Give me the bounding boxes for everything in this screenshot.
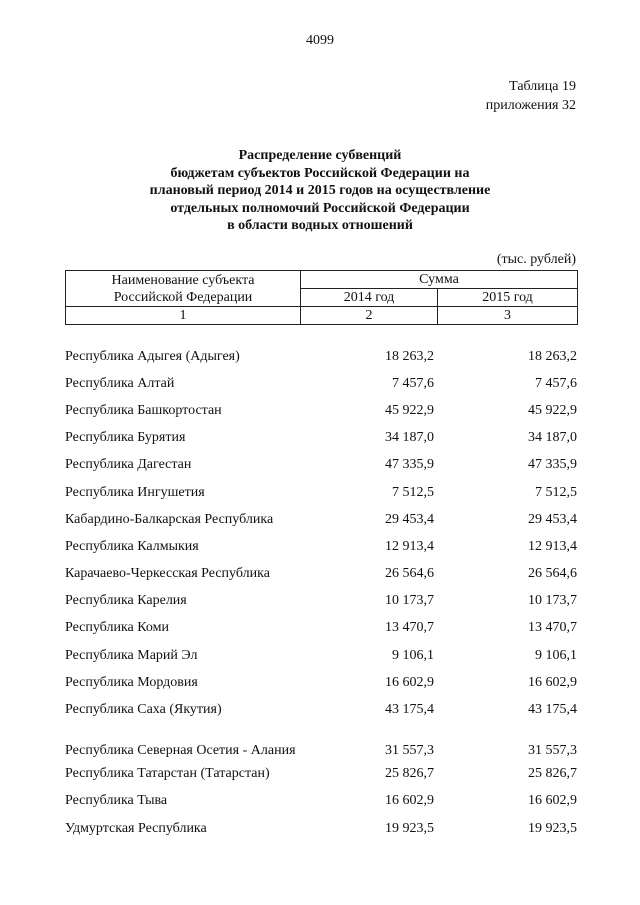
header-col-number-1: 1	[66, 307, 301, 325]
subject-name-cell: Республика Калмыкия	[65, 538, 199, 554]
page-number: 4099	[306, 33, 334, 48]
subject-name-cell: Республика Бурятия	[65, 430, 186, 446]
value-2014-cell: 10 173,7	[385, 593, 434, 609]
table-row	[65, 533, 577, 560]
subject-name-cell: Республика Карелия	[65, 593, 187, 609]
title-line: бюджетам субъектов Российской Федерации на	[170, 165, 470, 181]
table-row	[65, 788, 577, 815]
units-label: (тыс. рублей)	[496, 252, 576, 267]
value-2015-cell: 19 923,5	[528, 820, 577, 836]
value-2014-cell: 43 175,4	[385, 702, 434, 718]
value-2015-cell: 45 922,9	[528, 402, 577, 418]
value-2014-cell: 9 106,1	[392, 647, 434, 663]
value-2015-cell: 43 175,4	[528, 702, 577, 718]
table-row	[65, 343, 577, 370]
value-2015-cell: 16 602,9	[528, 674, 577, 690]
value-2015-cell: 12 913,4	[528, 538, 577, 554]
table-header	[65, 270, 578, 325]
subject-name-cell: Республика Коми	[65, 620, 169, 636]
value-2014-cell: 18 263,2	[385, 348, 434, 364]
header-subject-line2: Российской Федерации	[113, 289, 253, 305]
subject-name-cell: Республика Марий Эл	[65, 647, 198, 663]
value-2014-cell: 47 335,9	[385, 457, 434, 473]
header-col-number-3: 3	[438, 307, 578, 325]
value-2015-cell: 7 512,5	[535, 484, 577, 500]
header-subject-name	[66, 271, 301, 307]
value-2014-cell: 19 923,5	[385, 820, 434, 836]
value-2015-cell: 25 826,7	[528, 766, 577, 782]
value-2015-cell: 13 470,7	[528, 620, 577, 636]
subject-name-cell: Республика Адыгея (Адыгея)	[65, 348, 240, 364]
header-subject-line1: Наименование субъекта	[111, 272, 255, 288]
table-row	[65, 479, 577, 506]
table-row	[65, 452, 577, 479]
value-2015-cell: 34 187,0	[528, 430, 577, 446]
table-row	[65, 815, 577, 842]
value-2015-cell: 7 457,6	[535, 375, 577, 391]
subject-name-cell: Республика Тыва	[65, 793, 168, 809]
table-row	[65, 696, 577, 723]
header-col-number-2: 2	[301, 307, 438, 325]
subject-name-cell: Республика Саха (Якутия)	[65, 702, 222, 718]
table-row	[65, 506, 577, 533]
value-2014-cell: 29 453,4	[385, 511, 434, 527]
subject-name-cell: Кабардино-Балкарская Республика	[65, 511, 274, 527]
value-2014-cell: 16 602,9	[385, 674, 434, 690]
value-2014-cell: 16 602,9	[385, 793, 434, 809]
table-row	[65, 615, 577, 642]
subject-name-cell: Республика Алтай	[65, 375, 175, 391]
title-line: в области водных отношений	[227, 218, 413, 233]
table-body	[65, 343, 577, 842]
subject-name-cell: Республика Башкортостан	[65, 402, 222, 418]
title-line: Распределение субвенций	[238, 148, 402, 163]
value-2014-cell: 31 557,3	[385, 742, 434, 758]
value-2014-cell: 12 913,4	[385, 538, 434, 554]
subject-name-cell: Удмуртская Республика	[65, 820, 207, 836]
table-row	[65, 425, 577, 452]
value-2015-cell: 18 263,2	[528, 348, 577, 364]
title-line: плановый период 2014 и 2015 годов на осуществление	[149, 183, 491, 198]
title-line: отдельных полномочий Российской Федерации	[170, 200, 470, 216]
value-2015-cell: 47 335,9	[528, 457, 577, 473]
value-2014-cell: 7 512,5	[392, 484, 434, 500]
header-year-2015: 2015 год	[438, 289, 578, 307]
header-year-2014: 2014 год	[301, 289, 438, 307]
table-row	[65, 588, 577, 615]
value-2015-cell: 31 557,3	[528, 742, 577, 758]
header-sum: Сумма	[301, 271, 578, 289]
subject-name-cell: Карачаево-Черкесская Республика	[65, 566, 270, 582]
value-2014-cell: 7 457,6	[392, 375, 434, 391]
table-row	[65, 724, 577, 761]
subject-name-cell: Республика Дагестан	[65, 457, 192, 473]
table-row	[65, 761, 577, 788]
table-row	[65, 397, 577, 424]
table-row	[65, 642, 577, 669]
document-title	[0, 147, 640, 235]
subject-name-cell: Республика Мордовия	[65, 674, 198, 690]
subject-name-cell: Республика Ингушетия	[65, 484, 205, 500]
table-row	[65, 561, 577, 588]
value-2015-cell: 29 453,4	[528, 511, 577, 527]
table-row	[65, 370, 577, 397]
value-2014-cell: 26 564,6	[385, 566, 434, 582]
value-2015-cell: 26 564,6	[528, 566, 577, 582]
table-reference-line2: приложения 32	[485, 98, 576, 113]
value-2015-cell: 10 173,7	[528, 593, 577, 609]
subject-name-cell: Республика Татарстан (Татарстан)	[65, 766, 270, 782]
value-2014-cell: 25 826,7	[385, 766, 434, 782]
subject-name-cell: Республика Северная Осетия - Алания	[65, 742, 296, 758]
value-2015-cell: 9 106,1	[535, 647, 577, 663]
table-reference	[486, 77, 576, 115]
value-2014-cell: 45 922,9	[385, 402, 434, 418]
value-2014-cell: 13 470,7	[385, 620, 434, 636]
value-2015-cell: 16 602,9	[528, 793, 577, 809]
table-row	[65, 669, 577, 696]
table-reference-line1: Таблица 19	[509, 79, 576, 94]
value-2014-cell: 34 187,0	[385, 430, 434, 446]
